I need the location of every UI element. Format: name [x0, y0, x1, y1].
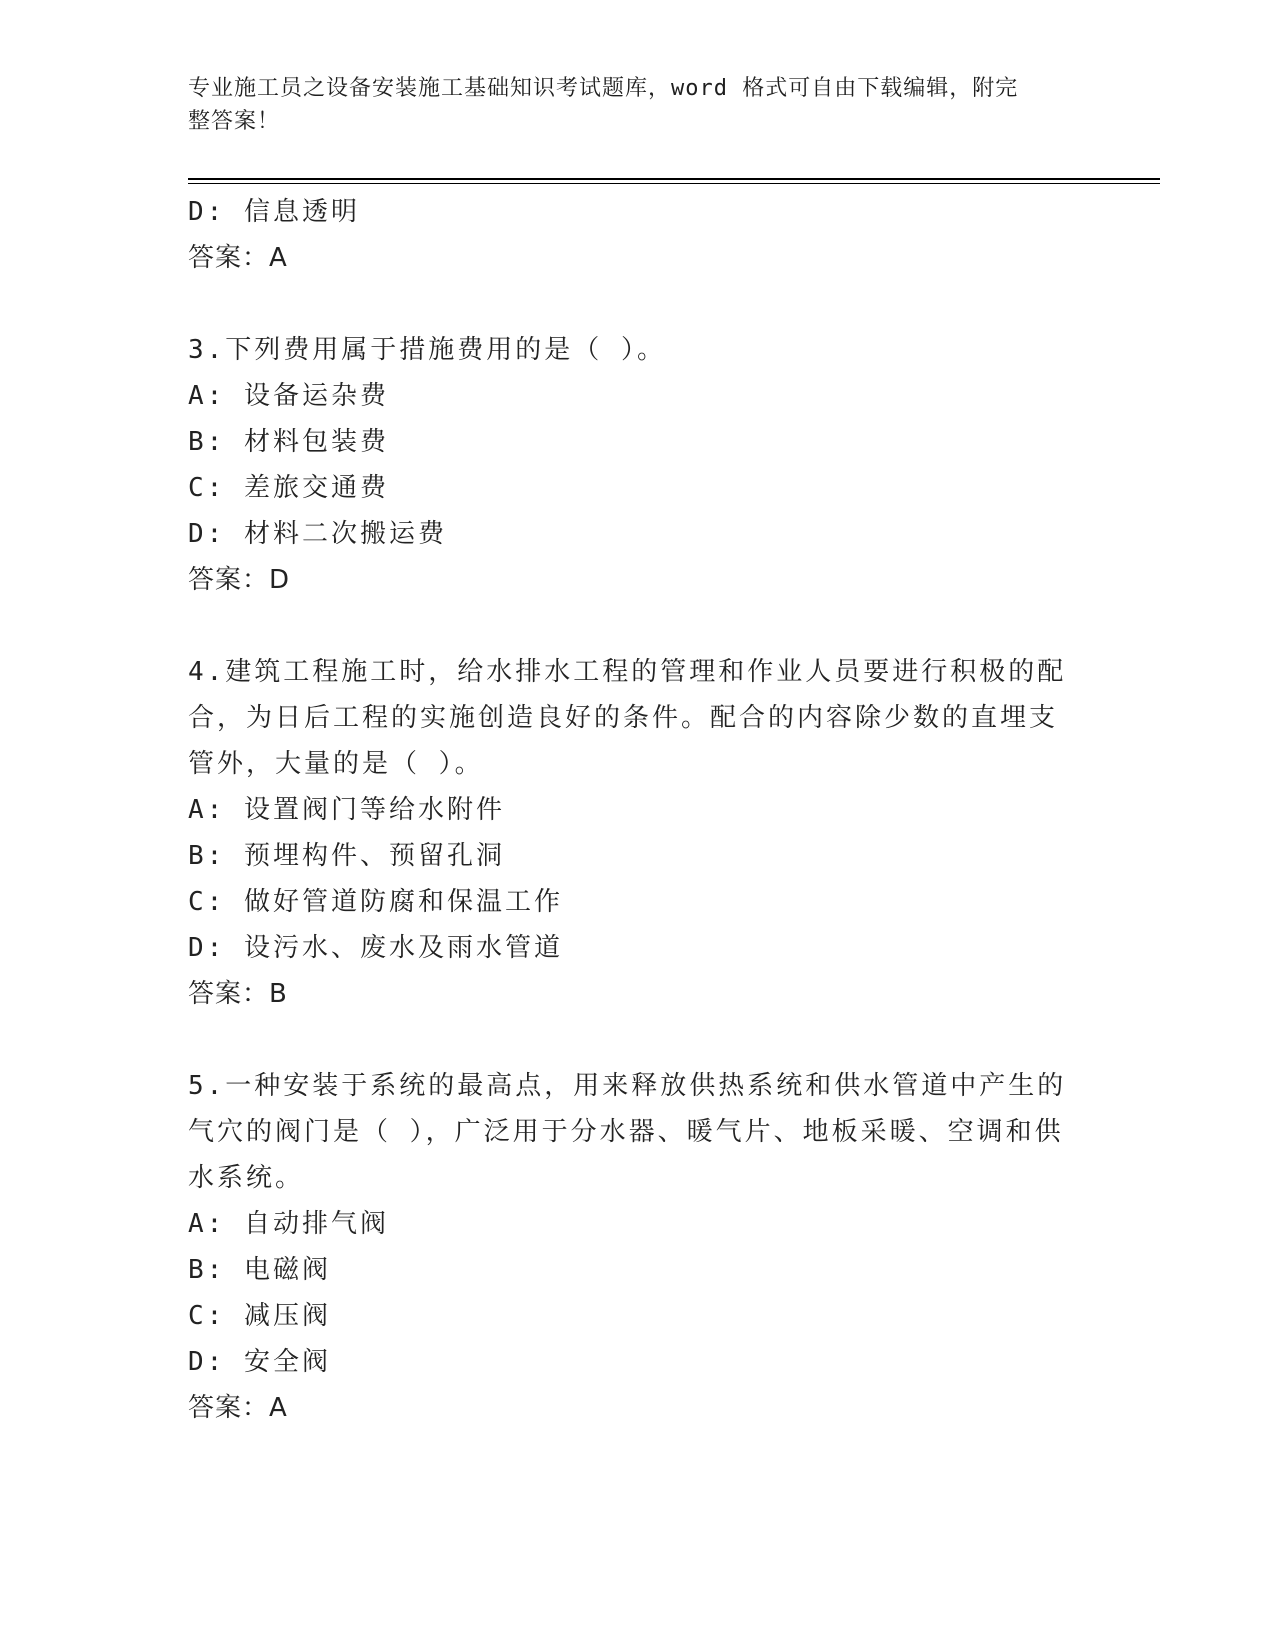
question-4-option-a: A: 设置阀门等给水附件 — [188, 795, 505, 825]
question-3-option-c: C: 差旅交通费 — [188, 473, 389, 503]
question-list — [188, 189, 1088, 1431]
q2-option-d: D: 信息透明 — [188, 197, 360, 227]
q2-answer: 答案：A — [188, 243, 288, 273]
question-5 — [188, 1063, 1088, 1431]
question-4 — [188, 649, 1088, 1017]
question-3-option-b: B: 材料包装费 — [188, 427, 389, 457]
header-rule-thick — [188, 178, 1160, 180]
question-5-stem-line-1: 5.一种安装于系统的最高点，用来释放供热系统和供水管道中产生的 — [188, 1071, 1067, 1101]
header-line-1: 专业施工员之设备安装施工基础知识考试题库，word 格式可自由下载编辑，附完 — [188, 76, 1019, 101]
question-4-stem-line-3: 管外，大量的是（ ）。 — [188, 749, 484, 779]
question-3-stem — [188, 327, 1088, 373]
question-5-option-c: C: 减压阀 — [188, 1301, 331, 1331]
question-5-option-b: B: 电磁阀 — [188, 1255, 331, 1285]
question-4-stem-line-2: 合，为日后工程的实施创造良好的条件。配合的内容除少数的直埋支 — [188, 703, 1059, 733]
question-4-option-c: C: 做好管道防腐和保温工作 — [188, 887, 563, 917]
question-5-stem-line-3: 水系统。 — [188, 1163, 305, 1193]
header-line-2: 整答案！ — [188, 109, 281, 134]
question-3-option-a: A: 设备运杂费 — [188, 381, 389, 411]
question-4-answer: 答案：B — [188, 979, 288, 1009]
question-4-stem — [188, 649, 1088, 787]
question-5-answer: 答案：A — [188, 1393, 288, 1423]
question-4-option-d: D: 设污水、废水及雨水管道 — [188, 933, 563, 963]
question-3-stem-line-1: 3.下列费用属于措施费用的是（ ）。 — [188, 335, 666, 365]
page-header — [188, 72, 1078, 138]
question-4-stem-line-1: 4.建筑工程施工时，给水排水工程的管理和作业人员要进行积极的配 — [188, 657, 1067, 687]
question-3-answer: 答案：D — [188, 565, 291, 595]
question-5-stem-line-2: 气穴的阀门是（ ），广泛用于分水器、暖气片、地板采暖、空调和供 — [188, 1117, 1064, 1147]
header-rule-thin — [188, 183, 1160, 184]
question-3 — [188, 327, 1088, 603]
question-5-option-a: A: 自动排气阀 — [188, 1209, 389, 1239]
question-5-option-d: D: 安全阀 — [188, 1347, 331, 1377]
question-5-stem — [188, 1063, 1088, 1201]
question-3-option-d: D: 材料二次搬运费 — [188, 519, 447, 549]
question-4-option-b: B: 预埋构件、预留孔洞 — [188, 841, 505, 871]
